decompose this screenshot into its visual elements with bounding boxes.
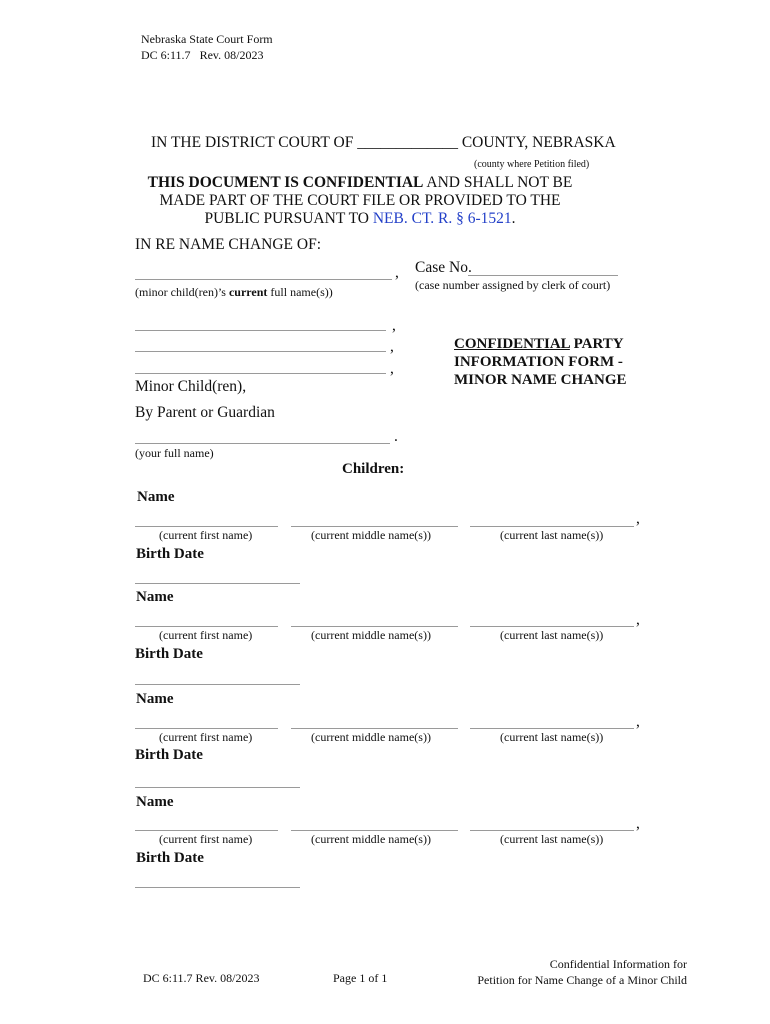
- middle-name-caption: (current middle name(s)): [311, 528, 431, 542]
- first-name-caption: (current first name): [159, 730, 253, 744]
- children-heading: Children:: [342, 461, 405, 477]
- case-no-line[interactable]: [468, 275, 618, 276]
- last-name-line[interactable]: [470, 728, 634, 729]
- middle-name-line[interactable]: [291, 626, 458, 627]
- comma: ,: [636, 815, 640, 832]
- confidential-notice: THIS DOCUMENT IS CONFIDENTIAL AND SHALL NOT BE MADE PART OF THE COURT FILE OR PROVIDED TO THE PUBLIC PURSUANT TO NEB. CT. R. § 6-1521.: [147, 174, 573, 227]
- first-name-line[interactable]: [135, 526, 278, 527]
- middle-name-caption: (current middle name(s)): [311, 730, 431, 744]
- comma: ,: [395, 264, 399, 281]
- last-name-line[interactable]: [470, 830, 634, 831]
- comma: ,: [390, 360, 394, 377]
- last-name-line[interactable]: [470, 526, 634, 527]
- comma: ,: [636, 611, 640, 628]
- rule-link[interactable]: NEB. CT. R. § 6-1521: [372, 210, 512, 227]
- last-name-caption: (current last name(s)): [500, 832, 604, 846]
- first-name-line[interactable]: [135, 728, 278, 729]
- middle-name-line[interactable]: [291, 830, 458, 831]
- first-name-caption: (current first name): [159, 832, 253, 846]
- first-name-line[interactable]: [135, 626, 278, 627]
- footer-form-id: DC 6:11.7 Rev. 08/2023: [143, 971, 260, 985]
- case-no-caption: (case number assigned by clerk of court): [415, 278, 611, 292]
- last-name-caption: (current last name(s)): [500, 528, 604, 542]
- birth-date-line[interactable]: [135, 787, 300, 788]
- footer-page-number: Page 1 of 1: [333, 971, 388, 985]
- court-heading: IN THE DISTRICT COURT OF _____________ COUNTY, NEBRASKA: [151, 134, 616, 151]
- footer-title: Confidential Information for Petition for Name Change of a Minor Child: [477, 957, 687, 987]
- child-name-line-2[interactable]: [135, 330, 386, 331]
- last-name-line[interactable]: [470, 626, 634, 627]
- birth-date-label: Birth Date: [135, 747, 203, 763]
- comma: ,: [636, 510, 640, 527]
- birth-date-label: Birth Date: [135, 646, 203, 662]
- first-name-caption: (current first name): [159, 528, 253, 542]
- period: .: [394, 428, 398, 445]
- name-label: Name: [136, 589, 174, 605]
- your-name-line[interactable]: [135, 443, 390, 444]
- form-title: CONFIDENTIAL PARTY INFORMATION FORM - MINOR NAME CHANGE: [454, 336, 627, 388]
- birth-date-label: Birth Date: [136, 546, 204, 562]
- last-name-caption: (current last name(s)): [500, 628, 604, 642]
- name-label: Name: [136, 794, 174, 810]
- name-label: Name: [137, 489, 175, 505]
- birth-date-line[interactable]: [135, 583, 300, 584]
- form-header: [141, 31, 273, 63]
- comma: ,: [636, 713, 640, 730]
- comma: ,: [390, 338, 394, 355]
- middle-name-line[interactable]: [291, 526, 458, 527]
- child-names-line[interactable]: [135, 279, 392, 280]
- minor-children-label: Minor Child(ren),: [135, 378, 247, 395]
- in-re-label: IN RE NAME CHANGE OF:: [135, 236, 321, 253]
- your-name-caption: (your full name): [135, 446, 214, 460]
- by-parent-label: By Parent or Guardian: [135, 404, 275, 421]
- first-name-caption: (current first name): [159, 628, 253, 642]
- birth-date-label: Birth Date: [136, 850, 204, 866]
- form-name: Nebraska State Court Form: [141, 32, 273, 46]
- last-name-caption: (current last name(s)): [500, 730, 604, 744]
- middle-name-caption: (current middle name(s)): [311, 832, 431, 846]
- first-name-line[interactable]: [135, 830, 278, 831]
- case-no-label: Case No.: [415, 259, 472, 276]
- birth-date-line[interactable]: [135, 887, 300, 888]
- form-id-revision: DC 6:11.7 Rev. 08/2023: [141, 48, 264, 62]
- birth-date-line[interactable]: [135, 684, 300, 685]
- county-blank[interactable]: _____________: [357, 134, 458, 151]
- comma: ,: [392, 317, 396, 334]
- child-name-line-3[interactable]: [135, 351, 386, 352]
- county-caption: (county where Petition filed): [474, 159, 590, 170]
- middle-name-caption: (current middle name(s)): [311, 628, 431, 642]
- child-names-caption: (minor child(ren)’s current full name(s)): [135, 285, 333, 299]
- middle-name-line[interactable]: [291, 728, 458, 729]
- child-name-line-4[interactable]: [135, 373, 386, 374]
- name-label: Name: [136, 691, 174, 707]
